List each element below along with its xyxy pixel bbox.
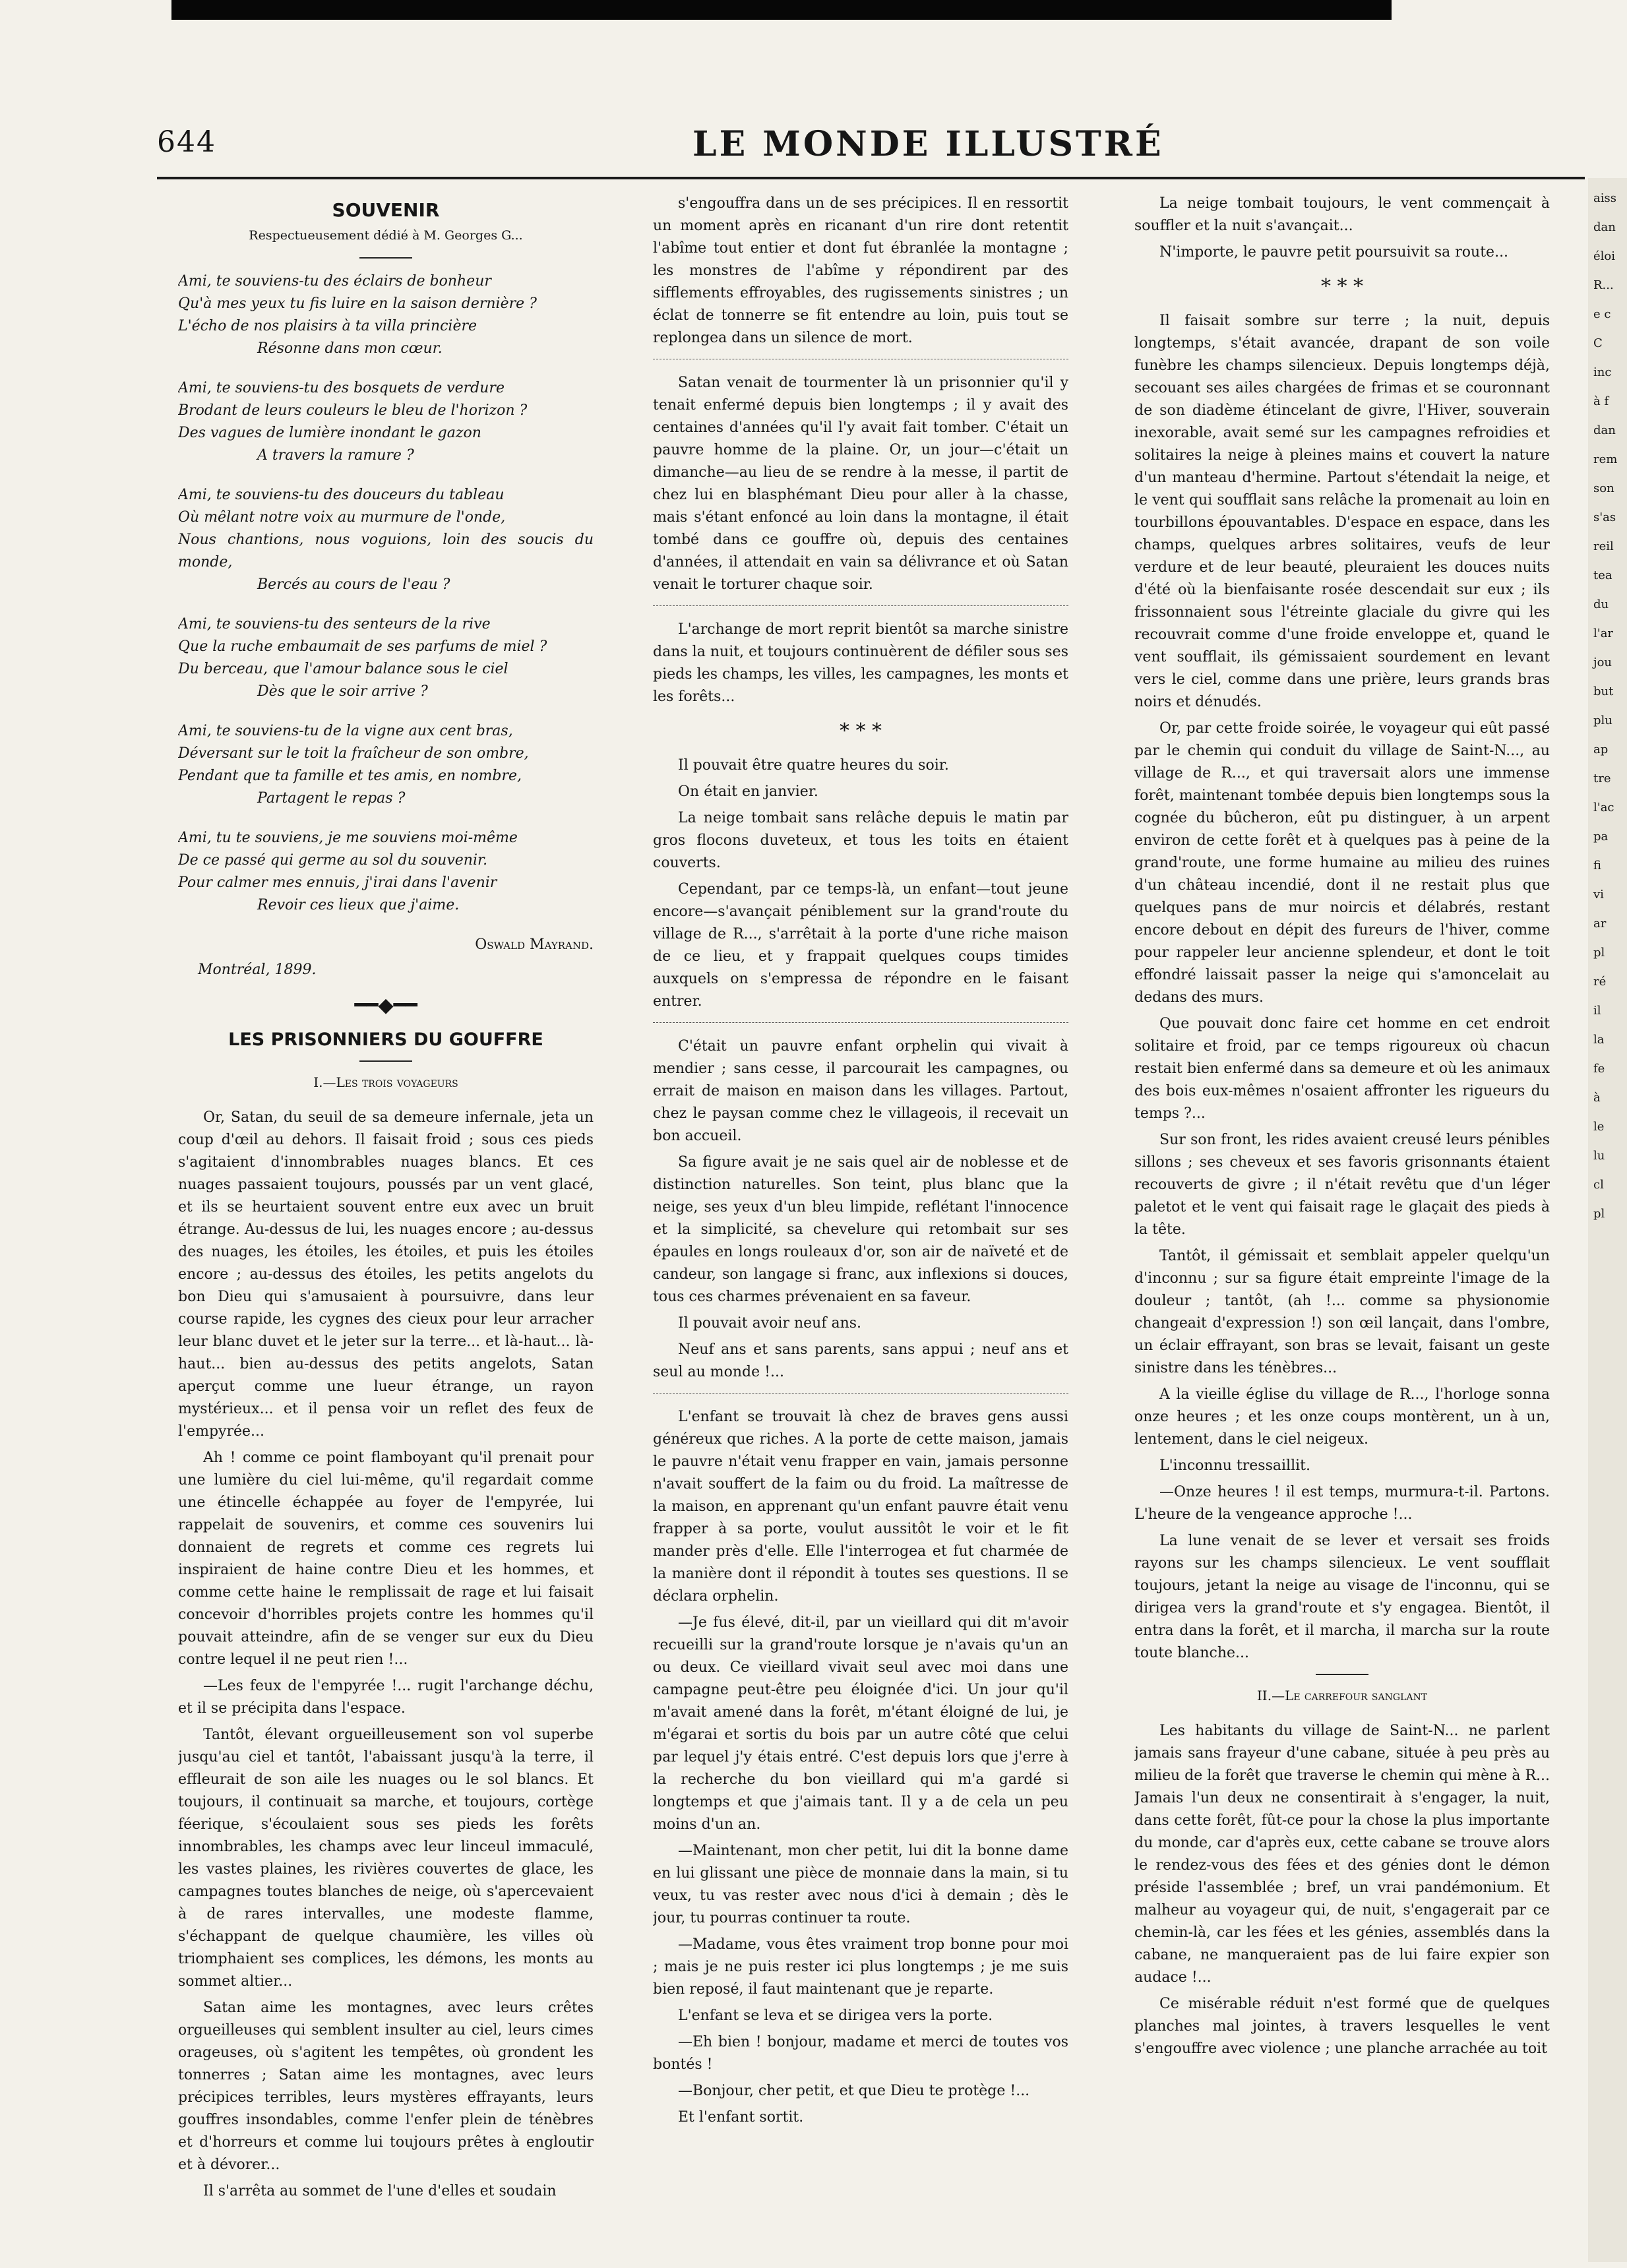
- edge-fragment: R...: [1593, 278, 1614, 292]
- poem-stanza: [178, 720, 594, 810]
- poem-line: Où mêlant notre voix au murmure de l'onde,: [178, 509, 506, 526]
- edge-fragment: à f: [1593, 394, 1609, 408]
- ornament-stars: * * *: [1320, 275, 1364, 298]
- edge-fragment: l'ac: [1593, 801, 1614, 814]
- poem-author: Oswald Mayrand.: [475, 936, 594, 953]
- paragraph: —Maintenant, mon cher petit, lui dit la bonne dame en lui glissant une pièce de monnaie dans la main, si tu veux, tu vas rester avec nous d'ici à demain ; dès le jour, tu pourras continuer ta route.: [653, 1843, 1068, 1926]
- paragraph: La lune venait de se lever et versait ses froids rayons sur les champs silencieux. Le vent soufflait toujours, jetant la neige au visage de l'inconnu, qui se dirigea vers la grand'route et s'y engagea. Bientôt, il entra dans la forêt, et il marcha, il marcha sur la route toute blanche...: [1134, 1533, 1550, 1661]
- column-3-part-c: [1134, 1720, 1550, 2060]
- poem-line: Ami, te souviens-tu des douceurs du tableau: [178, 487, 505, 503]
- paragraph: —Eh bien ! bonjour, madame et merci de toutes vos bontés !: [653, 2034, 1068, 2073]
- paragraph: Il pouvait avoir neuf ans.: [678, 1315, 862, 1332]
- poem-stanza: [178, 377, 594, 467]
- masthead-title: LE MONDE ILLUSTRÉ: [692, 124, 1164, 164]
- section-rule: [653, 1022, 1068, 1025]
- edge-fragment: but: [1593, 685, 1614, 698]
- paragraph: Il faisait sombre sur terre ; la nuit, depuis longtemps, s'était avancée, drapant de son voile funèbre les champs silencieux. Depuis longtemps déjà, secouant ses ailes chargées de frimas et se couronnant de son diadème étincelant de givre, l'Hiver, souverain inexorable, avait semé sur les campagnes refroidies et solitaires la neige à pleines mains et couvert la nature d'un manteau d'hermine. Partout s'étendait la neige, et le vent qui soufflait sans relâche la promenait au loin en tourbillons épouvantables. D'espace en espace, dans les champs, quelques arbres solitaires, veufs de leur verdure et de leur beauté, pleuraient les douces nuits d'été où la bienfaisante rosée descendait sur eux ; ils frissonnaient sous l'étreinte glaciale du givre qui les recouvrait comme d'une froide enveloppe et, quand le vent soufflait, ils gémissaient sourdement en levant vers le ciel, comme dans une prière, leurs grands bras noirs et dénudés.: [1134, 313, 1550, 710]
- ornament-divider: ━━◆━━: [354, 994, 417, 1017]
- paragraph: Les habitants du village de Saint-N... ne parlent jamais sans frayeur d'une cabane, située à peu près au milieu de la forêt que traverse le chemin qui mène à R... Jamais l'un deux ne consentirait à s'engager, la nuit, dans cette forêt, fût-ce pour la chose la plus importante du monde, car d'après eux, cette cabane se trouve alors le rendez-vous des fées et des génies dont le démon préside l'assemblée ; bref, un vrai pandémonium. Et malheur au voyageur qui, de nuit, s'engagerait par ce chemin-là, car les fées et les génies, assemblés dans la cabane, ne manqueraient pas de lui faire expier son audace !...: [1134, 1723, 1550, 1986]
- poem-line: Ami, tu te souviens, je me souviens moi-même: [178, 830, 518, 846]
- poem-line: Nous chantions, nous voguions, loin des soucis du monde,: [178, 532, 594, 570]
- paragraph: —Madame, vous êtes vraiment trop bonne pour moi ; mais je ne puis rester ici plus longtemps ; je me suis bien reposé, il faut maintenant que je reparte.: [653, 1936, 1068, 1998]
- poem-line: Ami, te souviens-tu des bosquets de verdure: [178, 380, 505, 396]
- poem-line: Ami, te souviens-tu des éclairs de bonheur: [178, 273, 491, 290]
- poem-stanza: [178, 270, 594, 360]
- edge-fragment: pa: [1593, 830, 1609, 843]
- paragraph: Ah ! comme ce point flamboyant qu'il prenait pour une lumière du ciel lui-même, qu'il regardait comme une étincelle échappée au foyer de l'empyrée, lui rappelait de souvenirs, et comme ces souvenirs lui donnaient de regrets et comme ces regrets lui inspiraient de haine contre Dieu et les hommes, et comme cette haine le remplissait de rage et lui faisait concevoir d'horribles projets contre les hommes qu'il pouvait atteindre, afin de se venger sur eux du Dieu contre lequel il ne peut rien !...: [178, 1450, 594, 1668]
- poem-title: SOUVENIR: [332, 199, 440, 221]
- ornament-stars: * * *: [839, 720, 882, 743]
- poem-dedication: Respectueusement dédié à M. Georges G...: [249, 228, 523, 243]
- edge-fragment: fi: [1593, 859, 1602, 873]
- paragraph: Tantôt, il gémissait et semblait appeler quelqu'un d'inconnu ; sur sa figure était empreinte l'image de la douleur ; tantôt, (ah !... comme sa physionomie changeait d'expression !) son œil lançait, dans l'ombre, un éclair effrayant, son bras se levait, faisant un geste sinistre dans les ténèbres...: [1134, 1248, 1550, 1376]
- edge-fragment: éloi: [1593, 249, 1616, 263]
- edge-fragment: vi: [1593, 888, 1604, 902]
- edge-fragment: son: [1593, 481, 1614, 495]
- section-rule: [653, 359, 1068, 361]
- edge-fragment: plu: [1593, 714, 1612, 727]
- edge-fragment: tre: [1593, 772, 1611, 785]
- poem-line: Déversant sur le toit la fraîcheur de son ombre,: [178, 745, 529, 762]
- edge-fragment: cl: [1593, 1178, 1604, 1192]
- column-3: [1134, 193, 1550, 2263]
- edge-fragment: lu: [1593, 1149, 1605, 1163]
- paragraph: —Onze heures ! il est temps, murmura-t-il. Partons. L'heure de la vengeance approche !...: [1134, 1484, 1550, 1523]
- paragraph: L'archange de mort reprit bientôt sa marche sinistre dans la nuit, et toujours continuèrent de défiler sous ses pieds les champs, les villes, les campagnes, les monts et les forêts...: [653, 621, 1068, 705]
- poem-line: Pendant que ta famille et tes amis, en nombre,: [178, 768, 522, 784]
- paragraph: La neige tombait toujours, le vent commençait à souffler et la nuit s'avançait...: [1134, 195, 1550, 234]
- paragraph: Et l'enfant sortit.: [678, 2109, 804, 2126]
- paragraph: C'était un pauvre enfant orphelin qui vivait à mendier ; sans cesse, il parcourait les campagnes, ou errait de maison en maison dans les villages. Partout, chez le paysan comme chez le villageois, il recevait un bon accueil.: [653, 1038, 1068, 1144]
- poem-stanza: [178, 613, 594, 703]
- story-title: LES PRISONNIERS DU GOUFFRE: [228, 1029, 543, 1050]
- column-1: [178, 193, 594, 2263]
- edge-fragment: aiss: [1593, 191, 1616, 205]
- section-rule: [653, 1393, 1068, 1395]
- poem-line: Ami, te souviens-tu de la vigne aux cent bras,: [178, 723, 513, 739]
- paragraph: A la vieille église du village de R..., l'horloge sonna onze heures ; et les onze coups montèrent, un à un, lentement, dans le ciel neigeux.: [1134, 1386, 1550, 1448]
- top-edge-bar: [171, 0, 1392, 20]
- poem-line: Partagent le repas ?: [257, 790, 406, 807]
- edge-fragment: l'ar: [1593, 627, 1614, 640]
- edge-fragment: e c: [1593, 307, 1611, 321]
- poem-line: Ami, te souviens-tu des senteurs de la rive: [178, 616, 491, 632]
- poem-place-date: Montréal, 1899.: [198, 962, 317, 978]
- poem-line: Du berceau, que l'amour balance sous le ciel: [178, 661, 508, 677]
- paragraph: Il pouvait être quatre heures du soir.: [678, 757, 949, 774]
- header-rule: [157, 177, 1585, 179]
- edge-fragment: du: [1593, 598, 1609, 611]
- poem-line: Résonne dans mon cœur.: [257, 340, 443, 357]
- edge-fragment: la: [1593, 1033, 1605, 1047]
- poem-line: L'écho de nos plaisirs à ta villa princière: [178, 318, 477, 334]
- poem-line: Dès que le soir arrive ?: [257, 683, 428, 700]
- edge-fragment: reil: [1593, 539, 1614, 553]
- edge-fragment: ar: [1593, 917, 1607, 931]
- edge-fragment: fe: [1593, 1062, 1605, 1076]
- poem-stanza: [178, 484, 594, 596]
- poem-line: A travers la ramure ?: [257, 447, 414, 464]
- poem-stanza: [178, 827, 594, 917]
- edge-fragment: à: [1593, 1091, 1601, 1105]
- divider: [1316, 1674, 1368, 1675]
- paragraph: —Je fus élevé, dit-il, par un vieillard qui dit m'avoir recueilli sur la grand'route lorsque je n'avais qu'un an ou deux. Ce vieillard vivait seul avec moi dans une campagne peut-être peu éloignée d'ici. Un jour qu'il m'avait amené dans la forêt, m'étant éloigné de lui, je m'égarai et sortis du bois par un autre côté que celui par lequel j'y étais entré. C'est depuis lors que j'erre à la recherche du bon vieillard qui m'a gardé si longtemps et que j'aimais tant. Il y a de cela un peu moins d'un an.: [653, 1614, 1068, 1833]
- edge-fragment: tea: [1593, 568, 1612, 582]
- poem-line: Pour calmer mes ennuis, j'irai dans l'avenir: [178, 874, 497, 891]
- paragraph: s'engouffra dans un de ses précipices. Il en ressortit un moment après en ricanant d'un rire dont retentit l'abîme tout entier et dont fut ébranlée la montagne ; les monstres de l'abîme y répondirent par des sifflements effroyables, des rugissements sinistres ; un éclat de tonnerre se fit entendre au loin, puis tout se replongea dans un silence de mort.: [653, 195, 1068, 346]
- poem-line: Que la ruche embaumait de ses parfums de miel ?: [178, 638, 547, 655]
- edge-fragment: dan: [1593, 220, 1616, 234]
- edge-fragment: rem: [1593, 452, 1618, 466]
- poem-line: Bercés au cours de l'eau ?: [257, 576, 450, 593]
- edge-fragment: C: [1593, 336, 1603, 350]
- paragraph: Satan aime les montagnes, avec leurs crêtes orgueilleuses qui semblent insulter au ciel, leurs cimes orageuses, où s'agitent les tempêtes, où grondent les tonnerres ; Satan aime les montagnes, avec leurs précipices terribles, leurs mystères effrayants, leurs gouffres insondables, comme l'enfer plein de ténèbres et d'horreurs et comme lui toujours prêtes à engloutir et à dévorer...: [178, 2000, 594, 2173]
- paragraph: L'inconnu tressaillit.: [1159, 1457, 1310, 1474]
- page-number: 644: [157, 125, 216, 159]
- column-3-part-b: [1134, 310, 1550, 1665]
- paragraph: La neige tombait sans relâche depuis le matin par gros flocons duveteux, et tous les toits en étaient couverts.: [653, 810, 1068, 871]
- edge-fragment: dan: [1593, 423, 1616, 437]
- edge-fragment: ap: [1593, 743, 1609, 756]
- poem-line: De ce passé qui germe au sol du souvenir.: [178, 852, 488, 869]
- paragraph: Or, par cette froide soirée, le voyageur qui eût passé par le chemin qui conduit du village de Saint-N..., au village de R..., et qui traversait alors une immense forêt, maintenant tombée depuis bien longtemps sous la cognée du bûcheron, eût pu distinguer, à un arpent environ de cette forêt et à quelques pas à peine de la grand'route, une forme humaine au milieu des ruines d'un château incendié, dont il ne restait plus que quelques pans de mur noircis et délabrés, restant encore debout en dépit des fureurs de l'hiver, comme pour rappeler leur ancienne splendeur, et dont le toit effondré laissait passer la neige qui s'amoncelait au dedans des murs.: [1134, 720, 1550, 1006]
- paragraph: Que pouvait donc faire cet homme en cet endroit solitaire et froid, par ce temps rigoureux où chacun restait bien enfermé dans sa demeure et où les animaux des bois eux-mêmes n'osaient affronter les rigueurs du temps ?...: [1134, 1016, 1550, 1122]
- poem-line: Brodant de leurs couleurs le bleu de l'horizon ?: [178, 402, 528, 419]
- poem-body: [178, 270, 594, 917]
- paragraph: Sa figure avait je ne sais quel air de noblesse et de distinction naturelles. Son teint, plus blanc que la neige, ses yeux d'un bleu limpide, reflétant l'innocence et la simplicité, sa chevelure qui retombait sur ses épaules en longs rouleaux d'or, son air de naïveté et de candeur, son langage si franc, aux inflexions si douces, tous ces charmes prévenaient en sa faveur.: [653, 1154, 1068, 1305]
- adjacent-page-edge: [1588, 178, 1627, 2262]
- chapter-heading: I.—Les trois voyageurs: [313, 1074, 458, 1090]
- poem-line: Des vagues de lumière inondant le gazon: [178, 425, 481, 441]
- story-body: [178, 1107, 594, 2203]
- divider: [359, 257, 412, 259]
- section-rule: [653, 605, 1068, 608]
- edge-fragment: pl: [1593, 1207, 1605, 1221]
- paragraph: Il s'arrêta au sommet de l'une d'elles et soudain: [203, 2183, 557, 2199]
- column-2-body: [653, 193, 1068, 2129]
- edge-fragment: il: [1593, 1004, 1601, 1018]
- poem-line: Revoir ces lieux que j'aime.: [257, 897, 460, 913]
- paragraph: N'importe, le pauvre petit poursuivit sa route...: [1159, 244, 1509, 261]
- edge-fragment: le: [1593, 1120, 1605, 1134]
- paragraph: L'enfant se leva et se dirigea vers la porte.: [678, 2007, 993, 2024]
- paragraph: —Les feux de l'empyrée !... rugit l'archange déchu, et il se précipita dans l'espace.: [178, 1678, 594, 1717]
- paragraph: On était en janvier.: [678, 783, 818, 800]
- edge-fragment: ré: [1593, 975, 1607, 989]
- edge-fragment: s'as: [1593, 510, 1616, 524]
- edge-fragment: jou: [1593, 656, 1612, 669]
- chapter-2-heading: II.—Le carrefour sanglant: [1256, 1688, 1428, 1703]
- paragraph: Tantôt, élevant orgueilleusement son vol superbe jusqu'au ciel et tantôt, l'abaissant jusqu'à la terre, il effleurait de son aile les nuages ou le sol blancs. Et toujours, il continuait sa marche, et toujours, cortège féerique, s'écoulaient sous ses pieds les forêts innombrables, les champs avec leur linceul immaculé, les vastes plaines, les rivières couvertes de glace, les campagnes toutes blanches de neige, où s'apercevaient à de rares intervalles, une modeste flamme, s'échappant de quelque chaumière, les villes où triomphaient ses complices, les démons, les monts au sommet altier...: [178, 1727, 594, 1990]
- paragraph: Satan venait de tourmenter là un prisonnier qu'il y tenait enfermé depuis bien longtemps ; il y avait des centaines d'années qu'il l'y avait fait tomber. C'était un pauvre homme de la plaine. Or, un jour—c'était un dimanche—au lieu de se rendre à la messe, il partit de chez lui en blasphémant Dieu pour aller à la chasse, mais s'étant enfoncé au loin dans la montagne, il était tombé dans ce gouffre où, depuis des centaines d'années, il attendait en vain sa délivrance et où Satan venait le torturer chaque soir.: [653, 375, 1068, 593]
- edge-fragment: inc: [1593, 365, 1612, 379]
- divider: [359, 1060, 412, 1062]
- edge-fragment: pl: [1593, 946, 1605, 960]
- paragraph: Neuf ans et sans parents, sans appui ; neuf ans et seul au monde !...: [653, 1341, 1068, 1380]
- poem-line: Qu'à mes yeux tu fis luire en la saison dernière ?: [178, 295, 537, 312]
- paragraph: Or, Satan, du seuil de sa demeure infernale, jeta un coup d'œil au dehors. Il faisait froid ; sous ces pieds s'agitaient d'innombrables nuages blancs. Et ces nuages passaient toujours, poussés par un vent glacé, et ils se heurtaient souvent entre eux avec un bruit étrange. Au-dessus de lui, les nuages encore ; au-dessus des nuages, les étoiles, les étoiles, et puis les étoiles encore ; au-dessus des étoiles, les petits angelots du bon Dieu qui s'amusaient à poursuivre, dans leur course rapide, les cygnes des cieux pour leur arracher leur blanc duvet et le jeter sur la terre... et là-haut... là-haut... bien au-dessus des petits angelots, Satan aperçut comme une lueur étrange, un rayon mystérieux... et il pensa voir un reflet des feux de l'empyrée...: [178, 1109, 594, 1440]
- paragraph: Cependant, par ce temps-là, un enfant—tout jeune encore—s'avançait péniblement sur la grand'route du village de R..., s'arrêtait à la porte d'une riche maison de ce lieu, et y frappait quelques coups timides auxquels on s'empressa de répondre en le faisant entrer.: [653, 881, 1068, 1010]
- column-2: [653, 193, 1068, 2263]
- paragraph: Ce misérable réduit n'est formé que de quelques planches mal jointes, à travers lesquelles le vent s'engouffre avec violence ; une planche arrachée au toit: [1134, 1996, 1550, 2057]
- column-3-part-a: [1134, 193, 1550, 264]
- paragraph: L'enfant se trouvait là chez de braves gens aussi généreux que riches. A la porte de cette maison, jamais le pauvre n'était venu frapper en vain, jamais personne n'avait souffert de la faim ou du froid. La maîtresse de la maison, en apprenant qu'un enfant pauvre était venu frapper à sa porte, voulut aussitôt le voir et le fit mander près d'elle. Elle l'interrogea et fut charmée de la manière dont il répondit à toutes ses questions. Il se déclara orphelin.: [653, 1409, 1068, 1605]
- paragraph: Sur son front, les rides avaient creusé leurs pénibles sillons ; ses cheveux et ses favoris grisonnants étaient recouverts de givre ; il n'était revêtu que d'un léger paletot et le vent qui faisait rage le glaçait des pieds à la tête.: [1134, 1132, 1550, 1238]
- paragraph: —Bonjour, cher petit, et que Dieu te protège !...: [678, 2083, 1030, 2099]
